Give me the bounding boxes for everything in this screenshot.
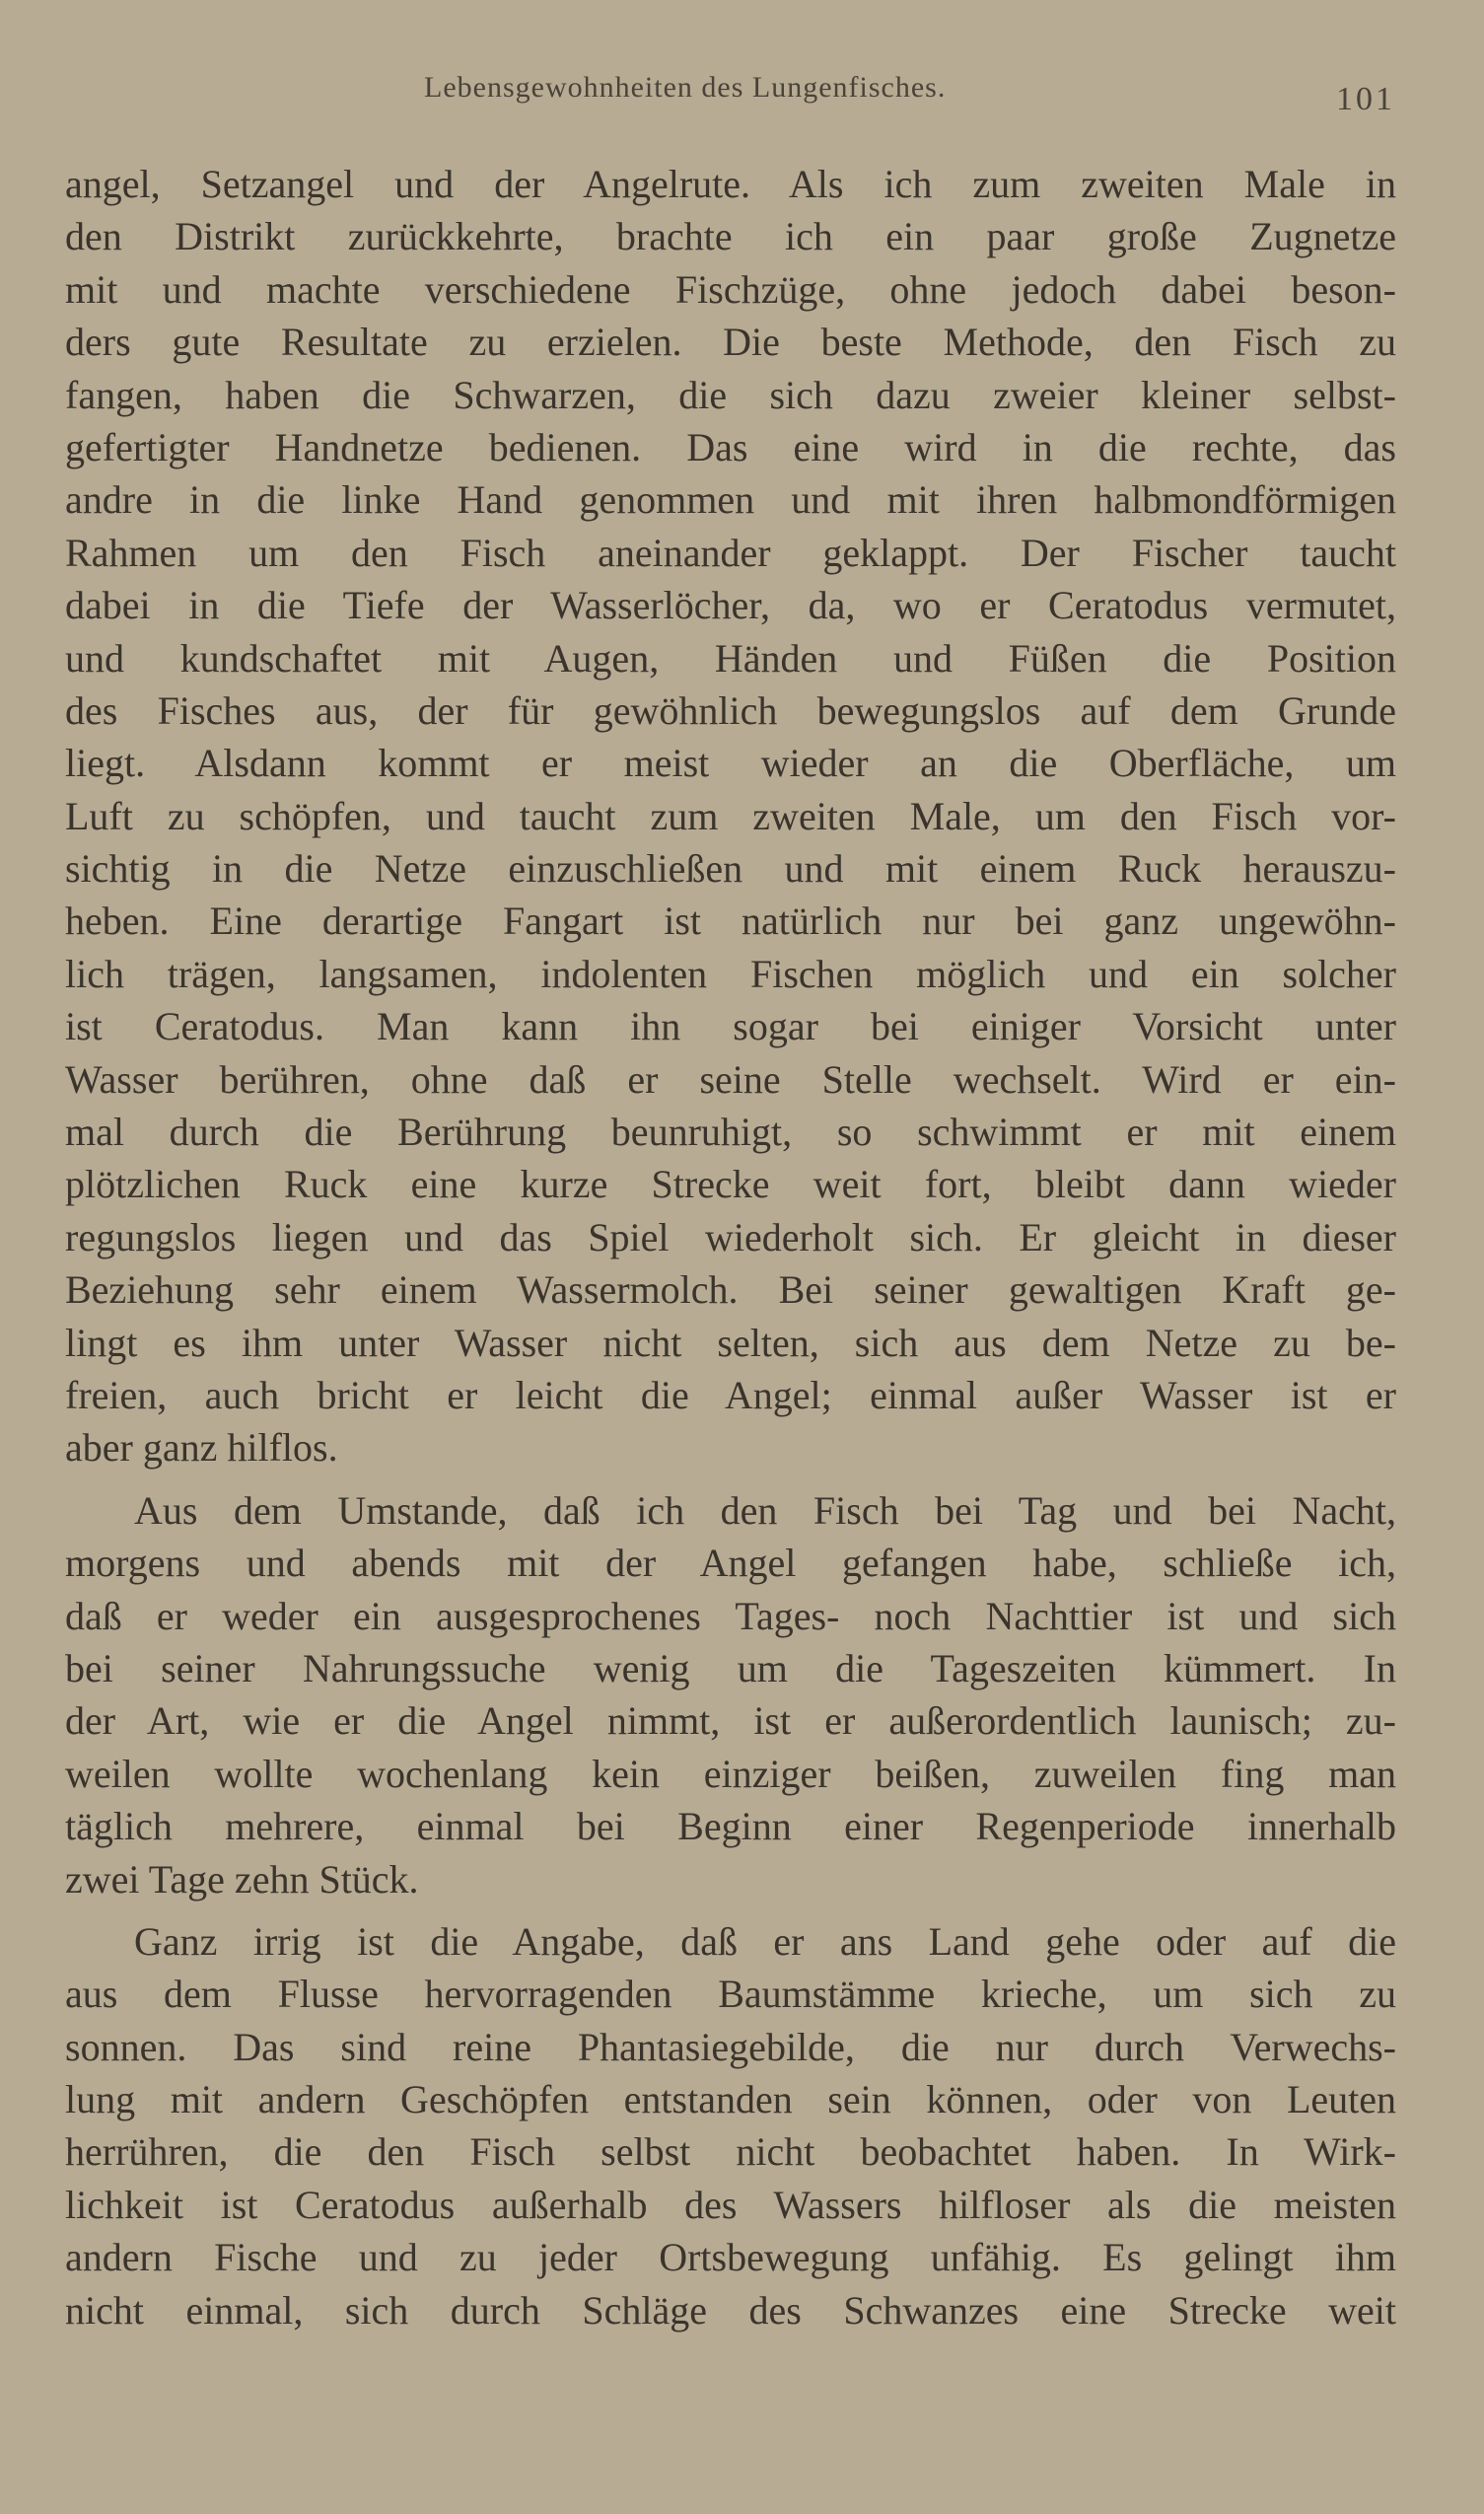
text-line: Luft zu schöpfen, und taucht zum zweiten Male, um den Fisch vor- (65, 793, 1396, 838)
text-line: gefertigter Handnetze bedienen. Das eine wird in die rechte, das (65, 424, 1396, 469)
text-line: lung mit andern Geschöpfen entstanden sein können, oder von Leuten (65, 2077, 1396, 2122)
text-line: Rahmen um den Fisch aneinander geklappt. Der Fischer taucht (65, 530, 1396, 575)
text-line: daß er weder ein ausgesprochenes Tages- noch Nachttier ist und sich (65, 1593, 1396, 1638)
text-line: lichkeit ist Ceratodus außerhalb des Wassers hilfloser als die meisten (65, 2182, 1396, 2227)
text-line: regungslos liegen und das Spiel wiederholt sich. Er gleicht in dieser (65, 1214, 1396, 1259)
paragraph (65, 1915, 1396, 2336)
text-line: andern Fische und zu jeder Ortsbewegung unfähig. Es gelingt ihm (65, 2235, 1396, 2280)
text-line: aber ganz hilflos. (65, 1425, 338, 1471)
text-line: lingt es ihm unter Wasser nicht selten, sich aus dem Netze zu be- (65, 1320, 1396, 1365)
paragraph (65, 158, 1396, 1474)
text-line: täglich mehrere, einmal bei Beginn einer Regenperiode innerhalb (65, 1804, 1396, 1849)
text-line: dabei in die Tiefe der Wasserlöcher, da, wo er Ceratodus vermutet, (65, 583, 1396, 628)
text-line: nicht einmal, sich durch Schläge des Schwanzes eine Strecke weit (65, 2287, 1396, 2333)
body-text (65, 158, 1396, 2346)
text-line: freien, auch bricht er leicht die Angel; einmal außer Wasser ist er (65, 1372, 1396, 1417)
text-line: heben. Eine derartige Fangart ist natürlich nur bei ganz ungewöhn- (65, 898, 1396, 944)
page-number: 101 (1336, 81, 1395, 117)
text-line: Wasser berühren, ohne daß er seine Stelle wechselt. Wird er ein- (65, 1056, 1396, 1102)
text-line: den Distrikt zurückkehrte, brachte ich ein paar große Zugnetze (65, 214, 1396, 259)
text-line: andre in die linke Hand genommen und mit ihren halbmondförmigen (65, 477, 1396, 523)
text-line: weilen wollte wochenlang kein einziger beißen, zuweilen fing man (65, 1751, 1396, 1796)
text-line: ders gute Resultate zu erzielen. Die beste Methode, den Fisch zu (65, 320, 1396, 365)
text-line: liegt. Alsdann kommt er meist wieder an die Oberfläche, um (65, 741, 1396, 786)
text-line: lich trägen, langsamen, indolenten Fischen möglich und ein solcher (65, 951, 1396, 996)
text-line: Aus dem Umstande, daß ich den Fisch bei Tag und bei Nacht, (134, 1487, 1396, 1533)
text-line: sichtig in die Netze einzuschließen und mit einem Ruck herauszu- (65, 846, 1396, 892)
text-line: aus dem Flusse hervorragenden Baumstämme krieche, um sich zu (65, 1972, 1396, 2017)
running-head (0, 71, 1484, 120)
text-line: Beziehung sehr einem Wassermolch. Bei seiner gewaltigen Kraft ge- (65, 1267, 1396, 1313)
text-line: ist Ceratodus. Man kann ihn sogar bei einiger Vorsicht unter (65, 1004, 1396, 1049)
text-line: mal durch die Berührung beunruhigt, so schwimmt er mit einem (65, 1110, 1396, 1155)
text-line: sonnen. Das sind reine Phantasiegebilde, die nur durch Verwechs- (65, 2024, 1396, 2069)
text-line: angel, Setzangel und der Angelrute. Als ich zum zweiten Male in (65, 162, 1396, 206)
text-line: des Fisches aus, der für gewöhnlich bewegungslos auf dem Grunde (65, 687, 1396, 733)
text-line: herrühren, die den Fisch selbst nicht beobachtet haben. In Wirk- (65, 2129, 1396, 2175)
text-line: der Art, wie er die Angel nimmt, ist er außerordentlich launisch; zu- (65, 1698, 1396, 1744)
paragraph (65, 1484, 1396, 1905)
text-line: mit und machte verschiedene Fischzüge, ohne jedoch dabei beson- (65, 266, 1396, 312)
text-line: zwei Tage zehn Stück. (65, 1856, 419, 1902)
text-line: morgens und abends mit der Angel gefangen habe, schließe ich, (65, 1541, 1396, 1586)
text-line: Ganz irrig ist die Angabe, daß er ans Land gehe oder auf die (134, 1918, 1396, 1964)
running-title: Lebensgewohnheiten des Lungenfisches. (424, 71, 947, 104)
text-line: und kundschaftet mit Augen, Händen und Füßen die Position (65, 635, 1396, 681)
text-line: plötzlichen Ruck eine kurze Strecke weit fort, bleibt dann wieder (65, 1162, 1396, 1207)
text-line: fangen, haben die Schwarzen, die sich dazu zweier kleiner selbst- (65, 372, 1396, 417)
text-line: bei seiner Nahrungssuche wenig um die Tageszeiten kümmert. In (65, 1645, 1396, 1690)
